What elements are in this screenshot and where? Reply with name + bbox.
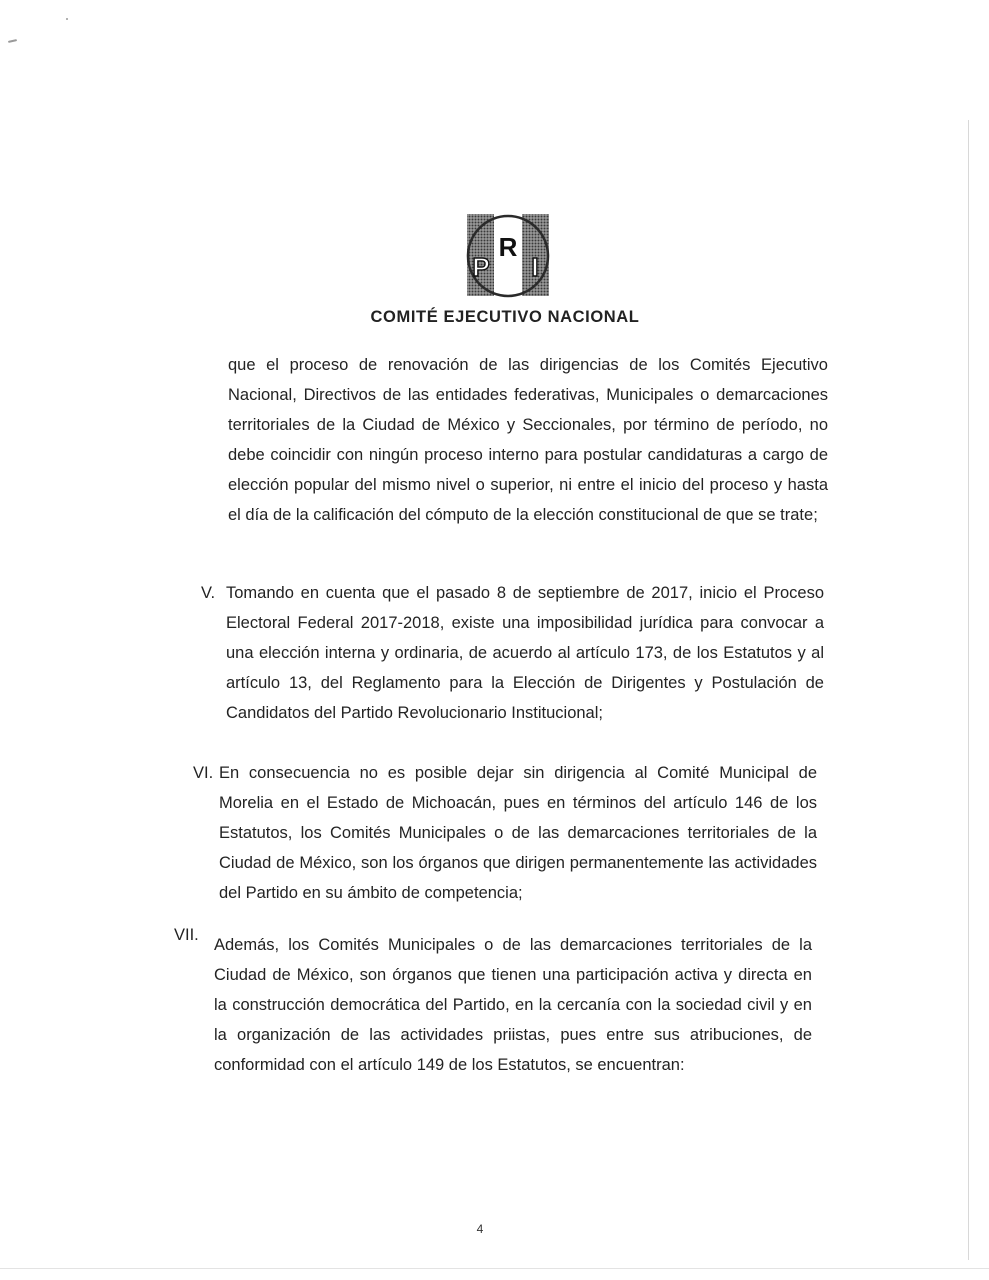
committee-title: COMITÉ EJECUTIVO NACIONAL [370, 308, 640, 326]
item-numeral-vi: VI. [193, 764, 214, 782]
svg-text:R: R [498, 232, 518, 262]
item-numeral-vii: VII. [174, 926, 199, 944]
svg-text:P: P [472, 252, 490, 282]
page-number: 4 [476, 1222, 484, 1236]
item-numeral-v: V. [201, 584, 216, 602]
scan-speck [66, 18, 68, 20]
pri-logo-icon [465, 212, 551, 298]
svg-text:I: I [531, 252, 539, 282]
item-text-vii: Además, los Comités Municipales o de las demarcaciones territoriales de la Ciudad de México, son órganos que tienen una participación activa y directa en la construcción democrática del Partido, en la cercanía con la sociedad civil y en la organización de las actividades priistas, pues entre sus atribuciones, de conformidad con el artículo 149 de los Estatutos, se encuentran: [214, 936, 812, 1074]
item-text-vi: En consecuencia no es posible dejar sin dirigencia al Comité Municipal de Morelia en el Estado de Michoacán, pues en términos del artículo 146 de los Estatutos, los Comités Municipales o de las demarcaciones territoriales de la Ciudad de México, son los órganos que dirigen permanentemente las actividades del Partido en su ámbito de competencia; [219, 764, 817, 902]
scan-speck [8, 39, 17, 43]
item-text-v: Tomando en cuenta que el pasado 8 de septiembre de 2017, inicio el Proceso Electoral Federal 2017-2018, existe una imposibilidad jurídica para convocar a una elección interna y ordinaria, de acuerdo al artículo 173, de los Estatutos y al artículo 13, del Reglamento para la Elección de Dirigentes y Postulación de Candidatos del Partido Revolucionario Institucional; [226, 584, 824, 722]
scan-edge-line [968, 120, 969, 1260]
scan-bottom-line [0, 1268, 989, 1269]
paragraph-continuation: que el proceso de renovación de las dirigencias de los Comités Ejecutivo Nacional, Directivos de las entidades federativas, Municipales o demarcaciones territoriales de la Ciudad de México y Seccionales, por término de período, no debe coincidir con ningún proceso interno para postular candidaturas a cargo de elección popular del mismo nivel o superior, ni entre el inicio del proceso y hasta el día de la calificación del cómputo de la elección constitucional de que se trate; [228, 356, 828, 524]
